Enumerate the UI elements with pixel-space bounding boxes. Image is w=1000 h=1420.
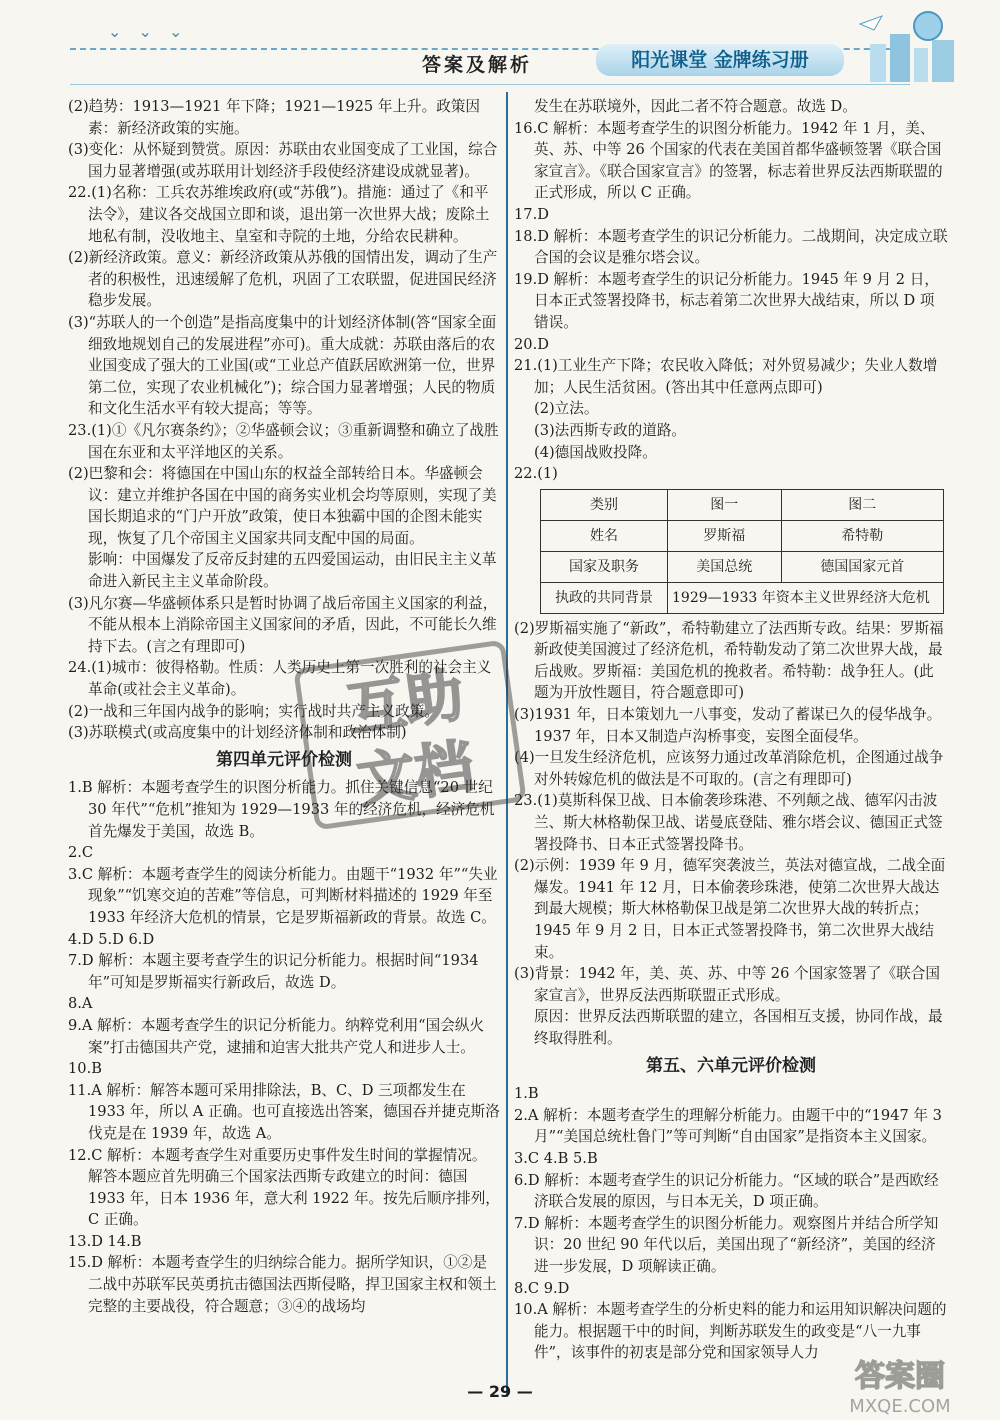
- answer-paragraph: 10.A 解析：本题考查学生的分析史料的能力和运用知识解决问题的能力。根据题干中的时间，判断苏联发生的政变是“八一九事件”，该事件的初衷是部分党和国家领导人力: [514, 1301, 947, 1362]
- answer-paragraph: 19.D 解析：本题考查学生的识记分析能力。1945 年 9 月 2 日，日本正式签署投降书，标志着第二次世界大战结束，所以 D 项错误。: [514, 270, 939, 331]
- table-row: [541, 582, 944, 613]
- answer-paragraph: (3)“苏联人的一个创造”是指高度集中的计划经济体制(答“国家全面细致地规划自己的发展进程”亦可)。重大成就：苏联由落后的农业国变成了强大的工业国(或“工业总产值跃居欧洲第一位，世界第二位，实现了农业机械化”)；综合国力显著增强；人民的物质和文化生活水平有较大提高；等等。: [68, 313, 497, 418]
- answer-paragraph: 1.B 解析：本题考查学生的识图分析能力。抓住关键信息“20 世纪 30 年代”“危机”推知为 1929—1933 年的经济危机，经济危机首先爆发于美国，故选 B。: [68, 779, 495, 840]
- answer-paragraph: (3)凡尔赛—华盛顿体系只是暂时协调了战后帝国主义国家的利益，不能从根本上消除帝国主义国家间的矛盾，因此，不可能长久维持下去。(言之有理即可): [68, 594, 498, 655]
- answer-paragraph: (2)罗斯福实施了“新政”，希特勒建立了法西斯专政。结果：罗斯福新政使美国渡过了经济危机，希特勒发动了第二次世界大战，最后战败。罗斯福：美国危机的挽救者。希特勒：战争狂人。(此题为开放性题目，符合题意即可): [514, 619, 944, 702]
- answer-paragraph: 22.(1)名称：工兵农苏维埃政府(或“苏俄”)。措施：通过了《和平法令》，建议各交战国立即和谈，退出第一次世界大战；废除土地私有制，没收地主、皇室和寺院的土地，分给农民耕种。: [68, 184, 490, 245]
- svg-text:答案圈: 答案圈: [855, 1359, 945, 1394]
- table-row: [541, 520, 944, 551]
- answer-paragraph: 23.(1)莫斯科保卫战、日本偷袭珍珠港、不列颠之战、德军闪击波兰、斯大林格勒保卫战、诺曼底登陆、雅尔塔会议、德国正式签署投降书、日本正式签署投降书。: [514, 792, 943, 853]
- answer-paragraph: 9.A 解析：本题考查学生的识记分析能力。纳粹党利用“国会纵火案”打击德国共产党，逮捕和迫害大批共产党人和进步人士。: [68, 1016, 485, 1056]
- table-cell: 希特勒: [781, 520, 943, 551]
- table-header-cell: 图二: [781, 489, 943, 520]
- section-heading: 第五、六单元评价检测: [646, 1055, 816, 1076]
- answer-paragraph: 8.C 9.D: [514, 1279, 570, 1297]
- answer-paragraph: 10.B: [68, 1060, 102, 1078]
- answer-paragraph: (3)变化：从怀疑到赞赏。原因：苏联由农业国变成了工业国，综合国力显著增强(或苏联用计划经济手段使经济建设成就显著)。: [68, 141, 498, 180]
- birds-decoration: ⌄ ⌄ ⌄: [108, 22, 189, 41]
- answer-paragraph: 1.B: [514, 1085, 539, 1103]
- right-column: [514, 96, 948, 1364]
- answer-paragraph: (3)苏联模式(或高度集中的计划经济体制和政治体制): [68, 724, 407, 742]
- answer-paragraph: (4)一旦发生经济危机，应该努力通过改革消除危机，企图通过战争对外转嫁危机的做法是不可取的。(言之有理即可): [514, 749, 944, 788]
- answer-paragraph: 3.C 解析：本题考查学生的阅读分析能力。由题干“1932 年”“失业现象”“饥寒交迫的苦难”等信息，可判断材料描述的 1929 年至 1933 年经济大危机的情景，它是罗斯福新政的背景。故选 C。: [68, 865, 498, 926]
- answer-paragraph: 23.(1)①《凡尔赛条约》；②华盛顿会议；③重新调整和确立了战胜国在东亚和太平洋地区的关系。: [68, 421, 499, 461]
- corner-watermark: [810, 1352, 990, 1418]
- answer-paragraph: 2.C: [68, 844, 94, 862]
- answer-paragraph: 21.(1)工业生产下降；农民收入降低；对外贸易减少；失业人数增加；人民生活贫困。(答出其中任意两点即可): [514, 357, 938, 396]
- page-number: — 29 —: [467, 1382, 533, 1401]
- right-column-bottom: [514, 618, 948, 1364]
- answer-paragraph: 8.A: [68, 995, 93, 1013]
- answer-paragraph: 17.D: [514, 205, 549, 223]
- answer-paragraph: (2)示例：1939 年 9 月，德军突袭波兰，英法对德宣战，二战全面爆发。1941 年 12 月，日本偷袭珍珠港，使第二次世界大战达到最大规模；斯大林格勒保卫战是第二次世界大战的转折点；1945 年 9 月 2 日，日本正式签署投降书，第二次世界大战结束。: [514, 857, 946, 961]
- table-header-cell: 类别: [541, 489, 668, 520]
- table-cell: 姓名: [541, 520, 668, 551]
- table-cell: 德国国家元首: [781, 551, 943, 582]
- table-cell: 执政的共同背景: [541, 582, 668, 613]
- table-header-cell: 图一: [668, 489, 782, 520]
- svg-text:互助: 互助: [343, 660, 468, 745]
- answer-paragraph: 2.A 解析：本题考查学生的理解分析能力。由题干中的“1947 年 3 月”“美国总统杜鲁门”等可判断“自由国家”是指资本主义国家。: [514, 1106, 942, 1146]
- answer-paragraph: 发生在苏联境外，因此二者不符合题意。故选 D。: [534, 98, 857, 115]
- answer-paragraph: 20.D: [514, 335, 549, 353]
- answer-paragraph: 7.D 解析：本题考查学生的识图分析能力。观察图片并结合所学知识：20 世纪 90 年代以后，美国出现了“新经济”，美国的经济进一步发展，D 项解读正确。: [514, 1214, 939, 1275]
- answer-paragraph: 13.D 14.B: [68, 1232, 142, 1250]
- answer-paragraph: (3)背景：1942 年，美、英、苏、中等 26 个国家签署了《联合国家宣言》，世界反法西斯联盟正式形成。: [514, 965, 940, 1004]
- table-row: [541, 551, 944, 582]
- answer-paragraph: 16.C 解析：本题考查学生的识图分析能力。1942 年 1 月，美、英、苏、中等 26 个国家的代表在美国首都华盛顿签署《联合国家宣言》。《联合国家宣言》的签署，标志着世界反法西斯联盟的正式形成，所以 C 正确。: [514, 119, 943, 202]
- answer-paragraph: 24.(1)城市：彼得格勒。性质：人类历史上第一次胜利的社会主义革命(或社会主义革命)。: [68, 659, 492, 699]
- answer-paragraph: 12.C 解析：本题考查学生对重要历史事件发生时间的掌握情况。解答本题应首先明确三个国家法西斯专政建立的时间：德国 1933 年，日本 1936 年，意大利 1922 年。按先后顺序排列，C 正确。: [68, 1146, 500, 1229]
- answer-paragraph: (2)新经济政策。意义：新经济政策从苏俄的国情出发，调动了生产者的积极性，迅速缓解了危机，巩固了工农联盟，促进国民经济稳步发展。: [68, 249, 498, 310]
- answer-paragraph: (3)1931 年，日本策划九一八事变，发动了蓄谋已久的侵华战争。1937 年，日本又制造卢沟桥事变，妄图全面侵华。: [514, 706, 942, 745]
- answer-paragraph: (3)法西斯专政的道路。: [534, 421, 687, 439]
- answer-paragraph: 6.D 解析：本题考查学生的识记分析能力。“区域的联合”是西欧经济联合发展的原因，与日本无关，D 项正确。: [514, 1171, 939, 1211]
- header-title: 答案及解析: [422, 54, 533, 76]
- answer-paragraph: (2)一战和三年国内战争的影响；实行战时共产主义政策。: [68, 702, 439, 720]
- table-cell: 美国总统: [668, 551, 782, 582]
- answer-paragraph: (2)立法。: [534, 400, 599, 418]
- answer-paragraph: 3.C 4.B 5.B: [514, 1149, 598, 1167]
- section-heading: 第四单元评价检测: [216, 749, 352, 770]
- table-cell: 1929—1933 年资本主义世界经济大危机: [668, 582, 944, 613]
- watermark-stamp: [289, 636, 531, 835]
- table-header-row: [541, 489, 944, 520]
- answer-paragraph: 7.D 解析：本题主要考查学生的识记分析能力。根据时间“1934 年”可知是罗斯福实行新政后，故选 D。: [68, 952, 479, 991]
- comparison-table: [540, 489, 944, 614]
- answer-paragraph: (4)德国战败投降。: [534, 443, 657, 461]
- answer-paragraph: (2)巴黎和会：将德国在中国山东的权益全部转给日本。华盛顿会议：建立并维护各国在中国的商务实业机会均等原则，实现了美国长期追求的“门户开放”政策，使日本独霸中国的企图未能实现，恢复了几个帝国主义国家共同支配中国的局面。: [68, 465, 497, 547]
- answer-paragraph: 22.(1): [514, 465, 558, 483]
- svg-text:文档: 文档: [353, 731, 478, 816]
- svg-text:MXQE.COM: MXQE.COM: [849, 1396, 951, 1417]
- answer-paragraph: 18.D 解析：本题考查学生的识记分析能力。二战期间，决定成立联合国的会议是雅尔塔会议。: [514, 227, 948, 267]
- page-header: [0, 0, 1000, 92]
- answer-paragraph: (2)趋势：1913—1921 年下降；1921—1925 年上升。政策因素：新经济政策的实施。: [68, 98, 481, 137]
- answer-paragraph: 4.D 5.D 6.D: [68, 930, 155, 948]
- right-column-top: [514, 96, 948, 485]
- answer-paragraph: 影响：中国爆发了反帝反封建的五四爱国运动，由旧民主主义革命进入新民主主义革命阶段。: [88, 551, 497, 591]
- city-globe-decoration: [850, 4, 970, 84]
- table-cell: 罗斯福: [668, 520, 782, 551]
- table-cell: 国家及职务: [541, 551, 668, 582]
- answer-paragraph: 原因：世界反法西斯联盟的建立，各国相互支援，协同作战，最终取得胜利。: [534, 1008, 943, 1047]
- answer-paragraph: 15.D 解析：本题考查学生的归纳综合能力。据所学知识，①②是二战中苏联军民英勇抗击德国法西斯侵略，捍卫国家主权和领土完整的主要战役，符合题意；③④的战场均: [68, 1254, 497, 1315]
- answer-paragraph: 11.A 解析：解答本题可采用排除法，B、C、D 三项都发生在 1933 年，所以 A 正确。也可直接选出答案，德国吞并捷克斯洛伐克是在 1939 年，故选 A。: [68, 1081, 500, 1142]
- brand-banner: 阳光课堂 金牌练习册: [596, 44, 844, 76]
